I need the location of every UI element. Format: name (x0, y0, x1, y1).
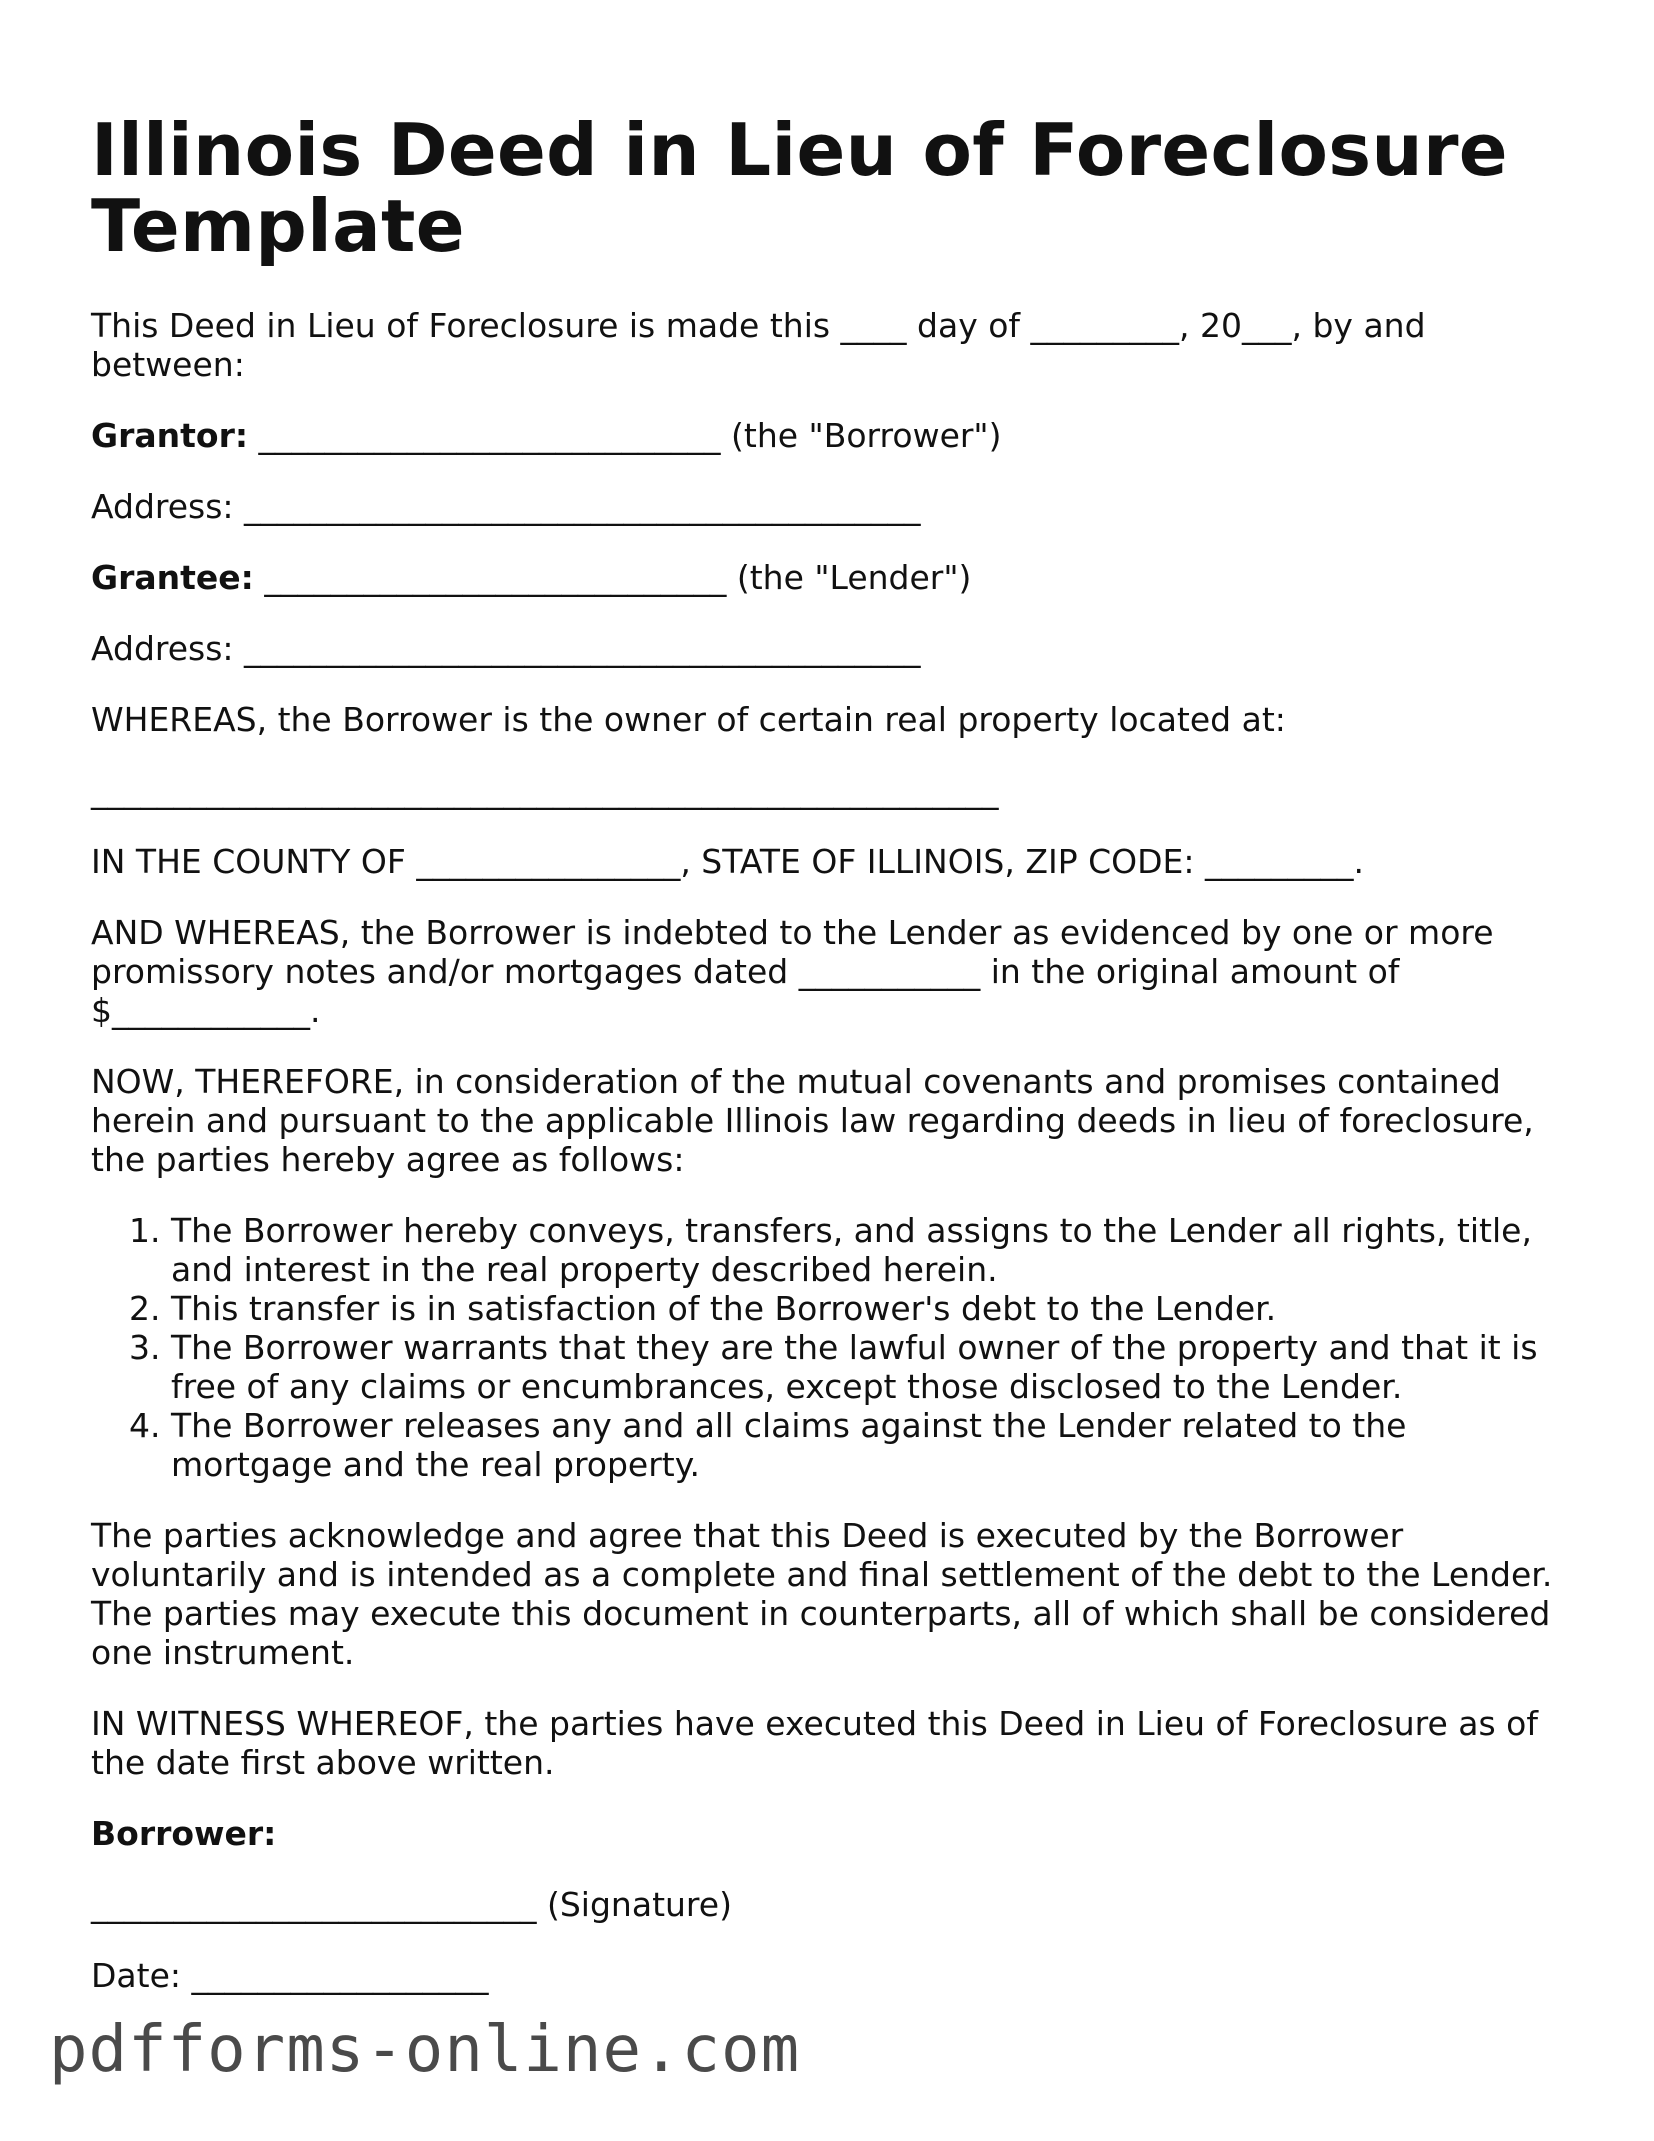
acknowledge-paragraph: The parties acknowledge and agree that this Deed is executed by the Borrower voluntarily and is intended as a complete and final settlement of the debt to the Lender. The parties may execute this document in counterparts, all of which shall be considered one instrument. (91, 1516, 1553, 1672)
grantor-line (91, 416, 1571, 455)
grantor-label: Grantor: (91, 416, 249, 455)
property-blank-line: _______________________________________________________ (91, 771, 999, 810)
witness-paragraph: IN WITNESS WHEREOF, the parties have executed this Deed in Lieu of Foreclosure as of the date first above written. (91, 1704, 1538, 1782)
terms-list (91, 1211, 1571, 1484)
list-item: 4. The Borrower releases any and all claims against the Lender related to the mortgage and the real property. (171, 1406, 1571, 1484)
list-item: 1. The Borrower hereby conveys, transfers, and assigns to the Lender all rights, title, and interest in the real property described herein. (171, 1211, 1571, 1289)
borrower-heading-label: Borrower: (91, 1814, 277, 1853)
county-line: IN THE COUNTY OF ________________, STATE OF ILLINOIS, ZIP CODE: _________. (91, 842, 1364, 881)
grantee-address-line: Address: _________________________________________ (91, 629, 921, 668)
intro-paragraph: This Deed in Lieu of Foreclosure is made this ____ day of _________, 20___, by and between: (91, 306, 1426, 384)
grantor-blank: ____________________________ (the "Borrower") (248, 416, 1002, 455)
grantee-line (91, 558, 1571, 597)
document-page (91, 108, 1571, 2027)
grantee-blank: ____________________________ (the "Lender") (253, 558, 972, 597)
whereas-property-paragraph: WHEREAS, the Borrower is the owner of certain real property located at: (91, 700, 1286, 739)
list-item: 2. This transfer is in satisfaction of the Borrower's debt to the Lender. (171, 1289, 1571, 1328)
page-title: Illinois Deed in Lieu of Foreclosure Template (91, 108, 1508, 268)
list-item: 3. The Borrower warrants that they are the lawful owner of the property and that it is free of any claims or encumbrances, except those disclosed to the Lender. (171, 1328, 1571, 1406)
grantor-address-line: Address: _________________________________________ (91, 487, 921, 526)
borrower-heading (91, 1814, 1571, 1853)
now-therefore-paragraph: NOW, THEREFORE, in consideration of the mutual covenants and promises contained herein and pursuant to the applicable Illinois law regarding deeds in lieu of foreclosure, the parties hereby agree as follows: (91, 1062, 1534, 1179)
date-line: Date: __________________ (91, 1956, 489, 1995)
signature-line: ___________________________ (Signature) (91, 1885, 732, 1924)
whereas-debt-paragraph: AND WHEREAS, the Borrower is indebted to the Lender as evidenced by one or more promissory notes and/or mortgages dated ___________ in the original amount of $____________. (91, 913, 1494, 1030)
watermark-brand: pdfforms-online.com (49, 2013, 801, 2087)
grantee-label: Grantee: (91, 558, 254, 597)
